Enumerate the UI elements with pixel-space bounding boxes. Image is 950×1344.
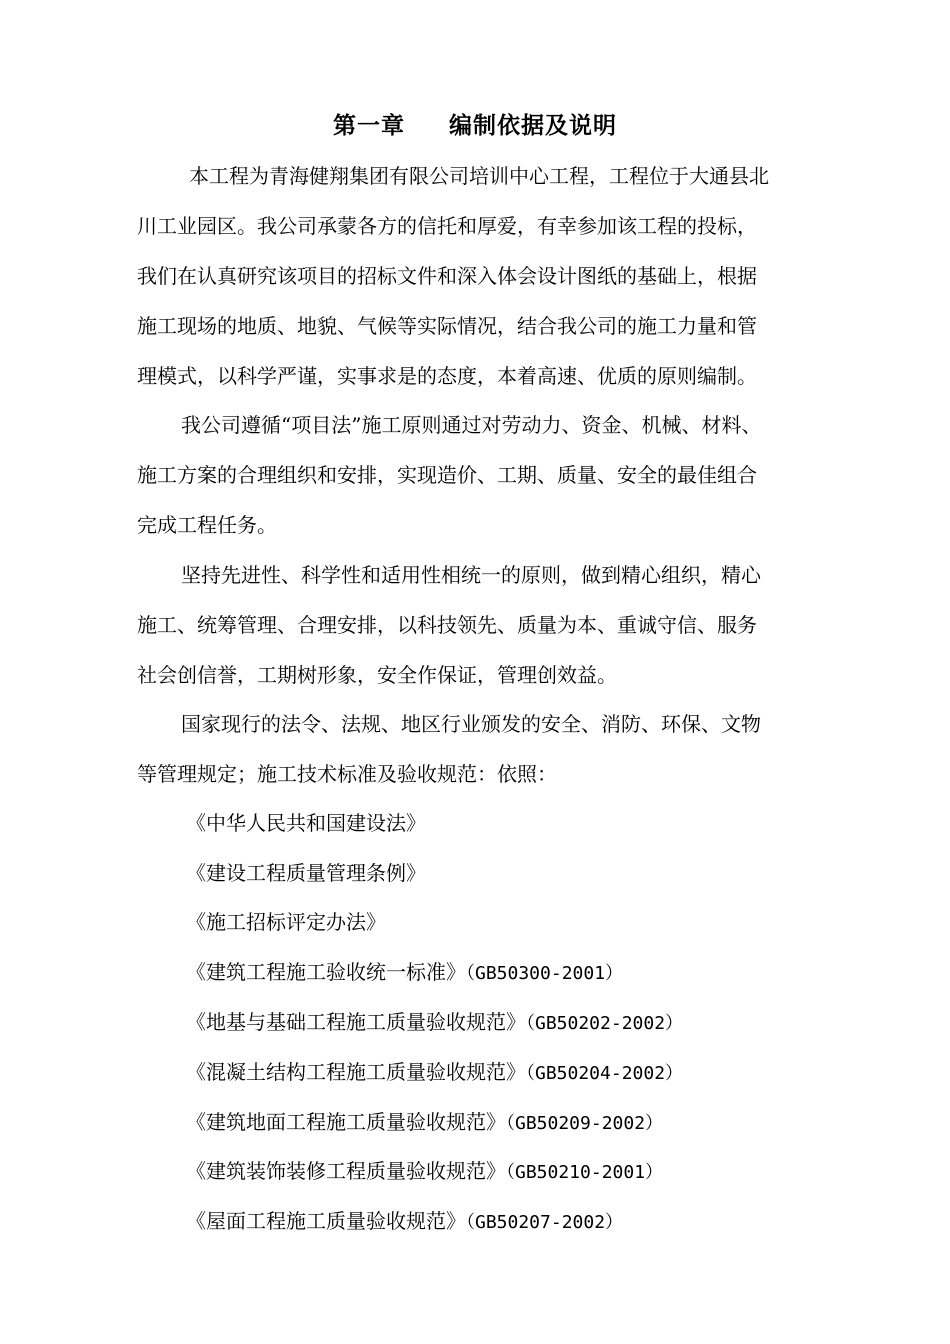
paragraph-line: 施工现场的地质、地貌、气候等实际情况，结合我公司的施工力量和管	[137, 314, 757, 338]
reference-code: （GB50210-2001）	[506, 1162, 664, 1183]
paragraph-line: 等管理规定；施工技术标准及验收规范：依照：	[137, 762, 557, 786]
reference-code: （GB50207-2002）	[466, 1212, 624, 1233]
reference-item	[186, 1206, 623, 1238]
chapter-heading: 编制依据及说明	[449, 113, 617, 139]
reference-code: （GB50209-2002）	[506, 1113, 664, 1134]
paragraph-line: 川工业园区。我公司承蒙各方的信托和厚爱，有幸参加该工程的投标，	[137, 214, 757, 238]
paragraph-principles	[137, 550, 837, 700]
paragraph-line: 社会创信誉，工期树形象，安全作保证，管理创效益。	[137, 663, 617, 687]
paragraph-line: 施工、统筹管理、合理安排，以科技领先、质量为本、重诚守信、服务	[137, 613, 757, 637]
paragraph-project-overview	[137, 151, 837, 401]
reference-code: （GB50204-2002）	[526, 1063, 684, 1084]
reference-item	[186, 1057, 683, 1089]
paragraph-regulations	[137, 699, 837, 799]
reference-code: （GB50300-2001）	[466, 963, 624, 984]
paragraph-project-method	[137, 400, 837, 550]
chapter-number: 第一章	[333, 113, 405, 139]
reference-name: 《建设工程质量管理条例》	[186, 861, 426, 885]
reference-item	[186, 808, 426, 840]
reference-name: 《建筑地面工程施工质量验收规范》	[186, 1110, 506, 1134]
reference-name: 《中华人民共和国建设法》	[186, 811, 426, 835]
reference-name: 《屋面工程施工质量验收规范》	[186, 1209, 466, 1233]
paragraph-line: 国家现行的法令、法规、地区行业颁发的安全、消防、环保、文物	[181, 712, 761, 736]
reference-name: 《施工招标评定办法》	[186, 910, 386, 934]
paragraph-line: 坚持先进性、科学性和适用性相统一的原则，做到精心组织，精心	[181, 563, 761, 587]
reference-item	[186, 907, 386, 939]
paragraph-line: 本工程为青海健翔集团有限公司培训中心工程，工程位于大通县北	[189, 164, 769, 188]
paragraph-line: 施工方案的合理组织和安排，实现造价、工期、质量、安全的最佳组合	[137, 463, 757, 487]
reference-item	[186, 1007, 683, 1039]
paragraph-line: 理模式，以科学严谨，实事求是的态度，本着高速、优质的原则编制。	[137, 364, 757, 388]
paragraph-line: 我公司遵循“项目法”施工原则通过对劳动力、资金、机械、材料、	[181, 413, 762, 437]
reference-name: 《地基与基础工程施工质量验收规范》	[186, 1010, 526, 1034]
paragraph-line: 我们在认真研究该项目的招标文件和深入体会设计图纸的基础上，根据	[137, 264, 757, 288]
reference-item	[186, 1107, 663, 1139]
reference-item	[186, 1156, 663, 1188]
reference-name: 《建筑装饰装修工程质量验收规范》	[186, 1159, 506, 1183]
reference-code: （GB50202-2002）	[526, 1013, 684, 1034]
reference-name: 《建筑工程施工验收统一标准》	[186, 960, 466, 984]
chapter-title	[0, 108, 950, 144]
reference-name: 《混凝土结构工程施工质量验收规范》	[186, 1060, 526, 1084]
reference-item	[186, 957, 623, 989]
paragraph-line: 完成工程任务。	[137, 513, 277, 537]
reference-item	[186, 858, 426, 890]
